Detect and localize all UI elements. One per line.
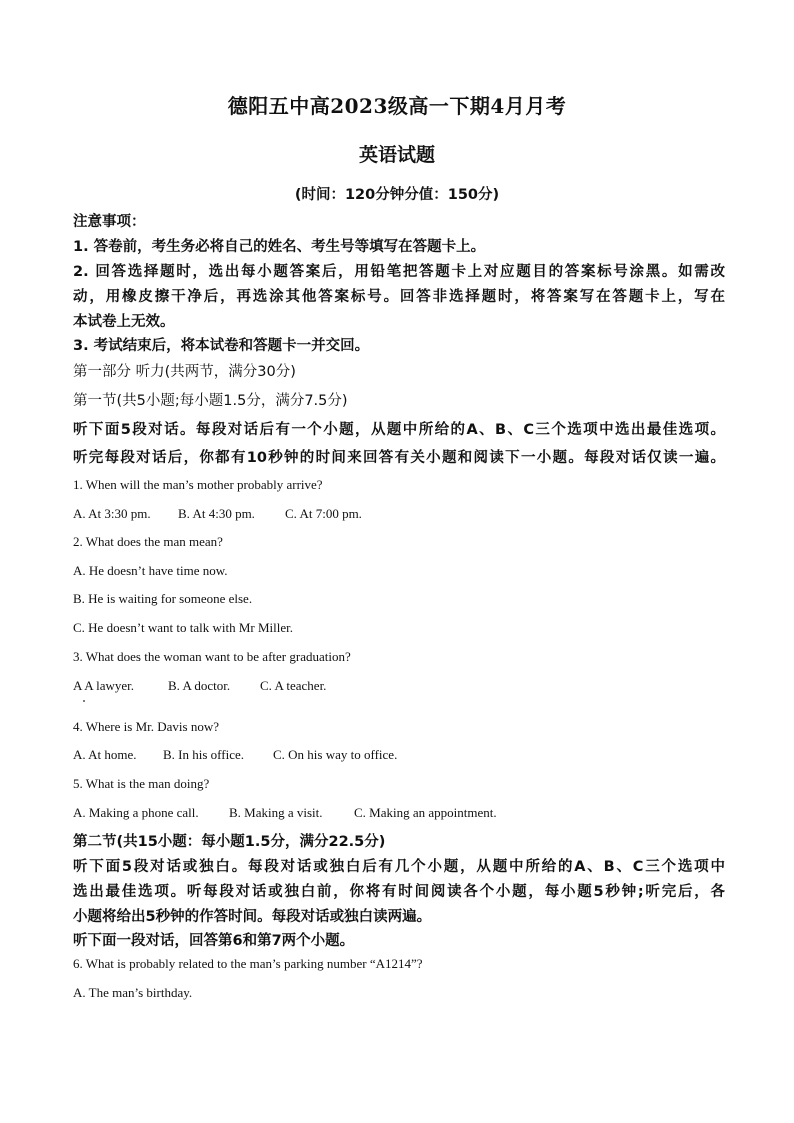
q5-option-b: B. Making a visit. xyxy=(229,805,323,820)
exam-title: 德阳五中高2023级高一下期4月月考 xyxy=(227,94,567,118)
question-6: 6. What is probably related to the man’s parking number “A1214”? xyxy=(73,956,423,971)
question-3: 3. What does the woman want to be after graduation? xyxy=(73,649,351,664)
section2-instruction-line-2: 选出最佳选项。听每段对话或独白前，你将有时间阅读各个小题，每小题5秒钟;听完后，各 xyxy=(73,884,725,900)
q3-option-c: C. A teacher. xyxy=(260,678,327,693)
question-1: 1. When will the man’s mother probably arrive? xyxy=(73,477,323,492)
section2-instruction-line-3: 小题将给出5秒钟的作答时间。每段对话或独白读两遍。 xyxy=(73,909,432,925)
notes-heading: 注意事项： xyxy=(73,214,146,230)
stray-mark xyxy=(83,700,85,702)
section2-instruction-line-1: 听下面5段对话或独白。每段对话或独白后有几个小题，从题中所给的A、B、C三个选项中 xyxy=(73,859,725,875)
note-item-2-line-3: 本试卷上无效。 xyxy=(73,314,175,330)
q3-option-b: B. A doctor. xyxy=(168,678,231,693)
q2-option-a: A. He doesn’t have time now. xyxy=(73,563,228,578)
note-item-2-line-2: 动，用橡皮擦干净后，再选涂其他答案标号。回答非选择题时，将答案写在答题卡上，写在 xyxy=(73,289,725,305)
q4-option-a: A. At home. xyxy=(73,747,137,762)
q5-option-a: A. Making a phone call. xyxy=(73,805,199,820)
q6-option-a: A. The man’s birthday. xyxy=(73,985,193,1000)
note-item-1: 1. 答卷前，考生务必将自己的姓名、考生号等填写在答题卡上。 xyxy=(73,239,486,255)
part1-heading: 第一部分 听力(共两节，满分30分) xyxy=(73,364,296,380)
subject-title: 英语试题 xyxy=(358,144,435,166)
q1-option-c: C. At 7:00 pm. xyxy=(285,506,362,521)
q2-option-b: B. He is waiting for someone else. xyxy=(73,591,253,606)
section2-heading: 第二节(共15小题：每小题1.5分，满分22.5分) xyxy=(73,834,386,850)
time-score-line: (时间：120分钟分值：150分) xyxy=(294,187,500,203)
question-2: 2. What does the man mean? xyxy=(73,534,223,549)
q1-option-a: A. At 3:30 pm. xyxy=(73,506,151,521)
q1-option-b: B. At 4:30 pm. xyxy=(178,506,255,521)
section1-instruction-line-1: 听下面5段对话。每段对话后有一个小题，从题中所给的A、B、C三个选项中选出最佳选项。 xyxy=(73,422,725,438)
q4-option-b: B. In his office. xyxy=(163,747,244,762)
q3-option-a: A A lawyer. xyxy=(73,678,135,693)
dialogue-instruction: 听下面一段对话，回答第6和第7两个小题。 xyxy=(73,933,355,949)
q5-option-c: C. Making an appointment. xyxy=(354,805,497,820)
question-4: 4. Where is Mr. Davis now? xyxy=(73,719,219,734)
section1-heading: 第一节(共5小题;每小题1.5分，满分7.5分) xyxy=(73,393,348,409)
q4-option-c: C. On his way to office. xyxy=(273,747,398,762)
q2-option-c: C. He doesn’t want to talk with Mr Miller. xyxy=(73,620,294,635)
note-item-2-line-1: 2. 回答选择题时，选出每小题答案后，用铅笔把答题卡上对应题目的答案标号涂黑。如需改 xyxy=(73,264,725,280)
question-5: 5. What is the man doing? xyxy=(73,776,210,791)
section1-instruction-line-2: 听完每段对话后，你都有10秒钟的时间来回答有关小题和阅读下一小题。每段对话仅读一遍。 xyxy=(73,450,725,466)
note-item-3: 3. 考试结束后，将本试卷和答题卡一并交回。 xyxy=(73,338,370,354)
